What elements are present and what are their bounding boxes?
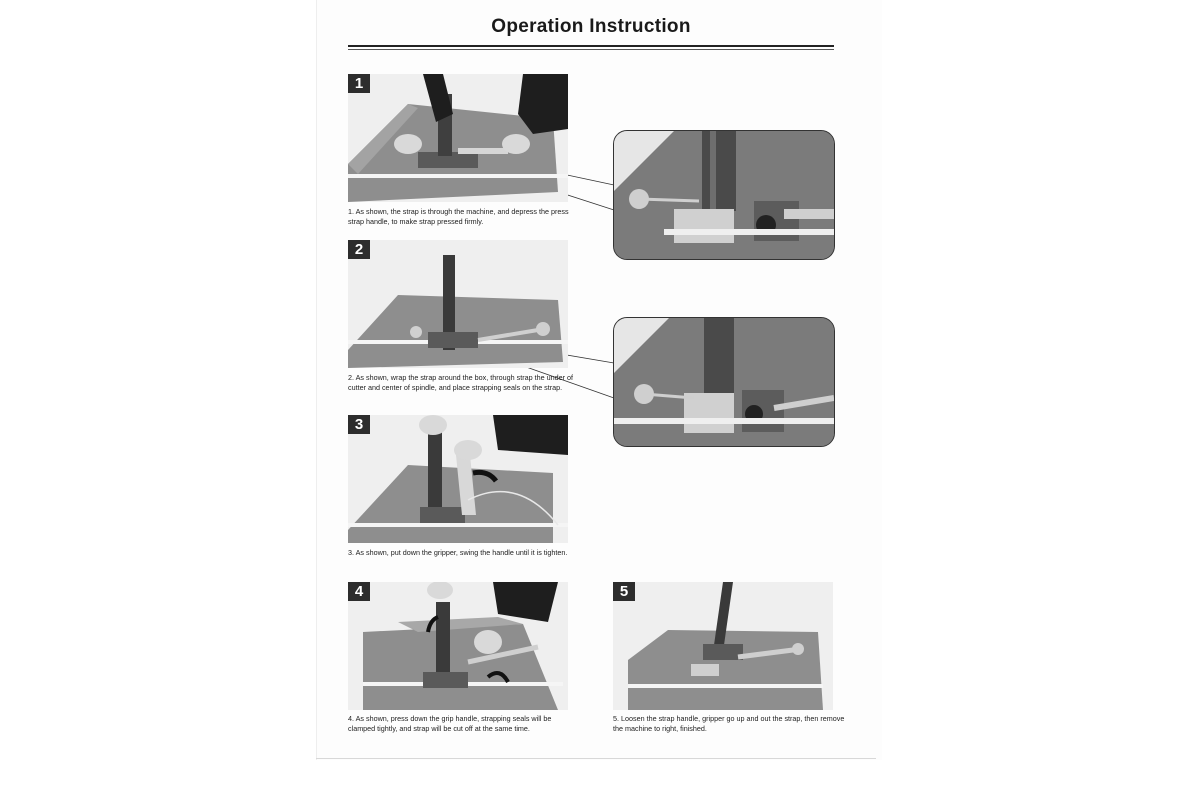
step-2-number: 2. (348, 373, 354, 382)
step-4-photo (348, 582, 568, 710)
step-2-photo (348, 240, 568, 368)
step-1-number: 1. (348, 207, 354, 216)
step-5-photo (613, 582, 833, 710)
step-1-photo (348, 74, 568, 202)
step-3-caption (348, 548, 580, 558)
step-3-number: 3. (348, 548, 354, 557)
step-1-caption (348, 207, 580, 227)
step-2-text: As shown, wrap the strap around the box, through strap the under of cutter and center of spindle, and place strapping seals on the strap. (348, 373, 573, 392)
step-4-text: As shown, press down the grip handle, strapping seals will be clamped tightly, and strap will be cut off at the same time. (348, 714, 552, 733)
step-3-text: As shown, put down the gripper, swing the handle until it is tighten. (355, 548, 568, 557)
step-1-text: As shown, the strap is through the machine, and depress the press strap handle, to make strap pressed firmly. (348, 207, 569, 226)
step-1-zoom-inset (613, 130, 835, 260)
page-title: Operation Instruction (491, 16, 691, 37)
step-1-badge: 1 (348, 74, 370, 93)
step-3-photo (348, 415, 568, 543)
step-5-caption (613, 714, 845, 734)
step-4-number: 4. (348, 714, 354, 723)
step-5-number: 5. (613, 714, 619, 723)
step-2-caption (348, 373, 580, 393)
step-4-caption (348, 714, 580, 734)
step-5-text: Loosen the strap handle, gripper go up and out the strap, then remove the machine to right, finished. (613, 714, 845, 733)
step-2-zoom-inset (613, 317, 835, 447)
step-5-badge: 5 (613, 582, 635, 601)
step-4-badge: 4 (348, 582, 370, 601)
step-3-badge: 3 (348, 415, 370, 434)
step-2-badge: 2 (348, 240, 370, 259)
